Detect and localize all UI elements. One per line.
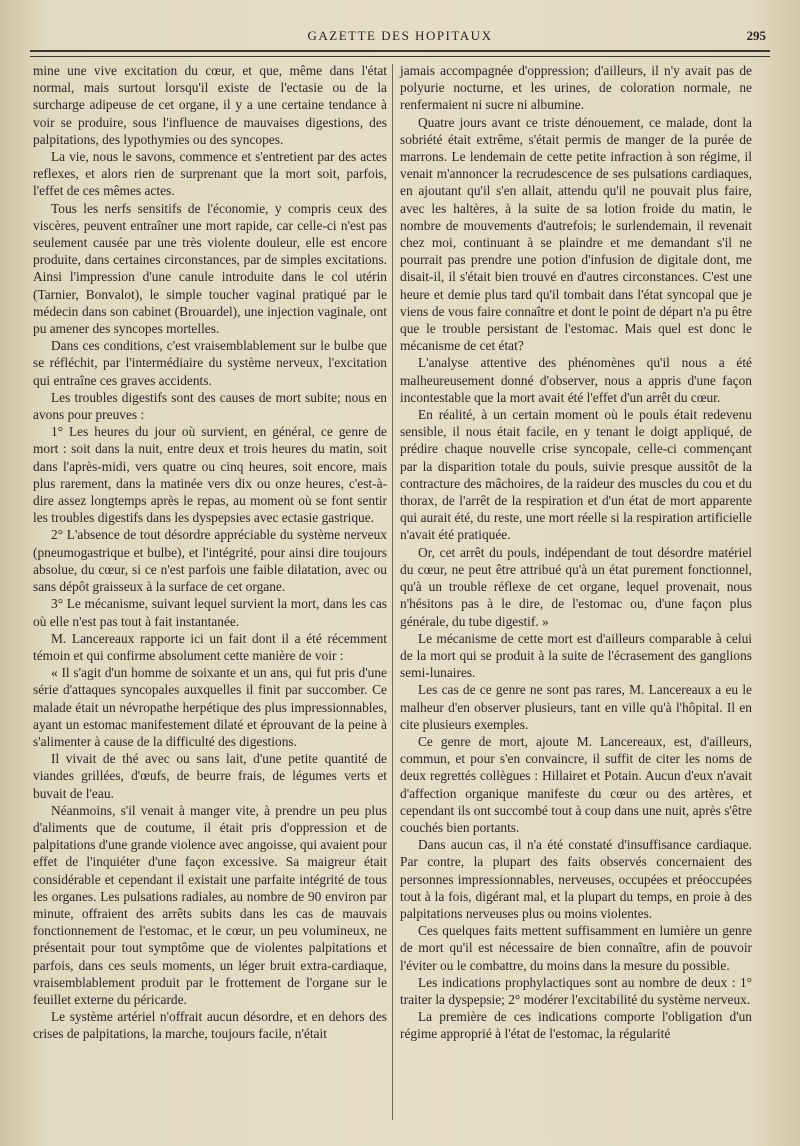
paragraph: L'analyse attentive des phénomènes qu'il nous a été malheureusement donné d'observer, nous a appris d'une façon incontestable que la mort avait été l'effet d'un arrêt du cœur. [400,355,752,405]
paragraph: 2° L'absence de tout désordre appréciable du système nerveux (pneumogastrique et bulbe), et l'intégrité, pour ainsi dire toujours absolue, du cœur, si ce n'est parfois une faible dilatation, avec ou sans dépôt graisseux à la surface de cet organe. [33,527,387,595]
header-rule-thin [30,56,770,57]
paragraph: Le système artériel n'offrait aucun désordre, et en dehors des crises de palpitations, la marche, toujours facile, n'était [33,1009,387,1042]
paragraph: La première de ces indications comporte l'obligation d'un régime approprié à l'état de l'estomac, la régularité [400,1009,752,1042]
paragraph: Les cas de ce genre ne sont pas rares, M. Lancereaux a eu le malheur d'en observer plusieurs, tant en ville qu'à l'hôpital. Il en cite plusieurs exemples. [400,682,752,732]
paragraph: jamais accompagnée d'oppression; d'ailleurs, il n'y avait pas de polyurie nocturne, et les urines, de coloration normale, ne renfermaient ni sucre ni albumine. [400,63,752,113]
running-head [30,26,770,48]
paragraph: 1° Les heures du jour où survient, en général, ce genre de mort : soit dans la nuit, entre deux et trois heures du matin, soit dans l'après-midi, vers quatre ou cinq heures, soit encore, mais plus rarement, dans la matinée vers dix ou onze heures, c'est-à-dire assez longtemps après le repas, au moment où se font sentir les troubles digestifs dans les dyspepsies avec ectasie gastrique. [33,424,387,526]
right-column [400,62,752,1043]
page-number: 295 [746,28,766,43]
paragraph: Ce genre de mort, ajoute M. Lancereaux, est, d'ailleurs, commun, et pour s'en convaincre, il suffit de citer les noms de deux regrettés collègues : Hillairet et Potain. Aucun d'eux n'avait d'affection organique manifeste du cœur ou des artères, et cependant ils ont succombé tout à coup dans une nuit, après s'être couchés bien portants. [400,733,752,835]
paragraph: mine une vive excitation du cœur, et que, même dans l'état normal, mais surtout lorsqu'il existe de l'ectasie ou de la surcharge adipeuse de cet organe, il y a une certaine tendance à voir se produire, sous l'influence de mauvaises digestions, des palpitations, des lypothymies ou des syncopes. [33,63,387,147]
paragraph: Le mécanisme de cette mort est d'ailleurs comparable à celui de la mort qui se produit à la suite de l'écrasement des ganglions semi-lunaires. [400,630,752,681]
paragraph: Dans aucun cas, il n'a été constaté d'insuffisance cardiaque. Par contre, la plupart des faits observés concernaient des personnes impressionnables, nerveuses, occupées et préoccupées tout à la fois, digérant mal, et la plupart du temps, en proie à des palpitations nerveuses plus ou moins violentes. [400,837,752,921]
paragraph: Ces quelques faits mettent suffisamment en lumière un genre de mort qu'il est nécessaire de bien connaître, afin de pouvoir l'éviter ou le combattre, du moins dans la mesure du possible. [400,923,752,973]
column-divider [392,64,393,1120]
paragraph: 3° Le mécanisme, suivant lequel survient la mort, dans les cas où elle n'est pas tout à fait instantanée. [33,596,387,629]
paragraph: Les troubles digestifs sont des causes de mort subite; nous en avons pour preuves : [33,389,387,423]
paragraph: Tous les nerfs sensitifs de l'économie, y compris ceux des viscères, peuvent entraîner une mort rapide, car celle-ci n'est pas seulement causée par une très violente douleur, elle est encore produite, dans certaines circonstances, par de simples excitations. Ainsi l'impression d'une canule introduite dans le col utérin (Tarnier, Bonvalot), le simple toucher vaginal pratiqué par le médecin dans son cabinet (Brouardel), une injection vaginale, ont pu amener des syncopes mortelles. [33,200,387,337]
paragraph: Dans ces conditions, c'est vraisemblablement sur le bulbe que se réfléchit, par l'intermédiaire du système nerveux, l'excitation qui entraîne ces graves accidents. [33,338,387,388]
paragraph: M. Lancereaux rapporte ici un fait dont il a été récemment témoin et qui confirme absolument cette manière de voir : [33,630,387,663]
paragraph: « Il s'agit d'un homme de soixante et un ans, qui fut pris d'une série d'attaques syncopales auxquelles il finit par succomber. Ce malade était un névropathe herpétique des plus impressionnables, ayant un estomac manifestement dilaté et éprouvant de la peine à s'alimenter à cause de la difficulté des digestions. [33,665,387,749]
left-column [33,62,387,1043]
paragraph: Néanmoins, s'il venait à manger vite, à prendre un peu plus d'aliments que de coutume, il était pris d'oppression et de palpitations d'une grande violence avec angoisse, qui avaient pour effet de l'inquiéter d'une façon excessive. Sa maigreur était considérable et cependant il existait une parfaite intégrité de tous les organes. Les pulsations radiales, au nombre de 90 environ par minute, offraient des arrêts subits dans les cas de mauvais fonctionnement de l'estomac, et le cœur, un peu volumineux, ne présentait pour tout symptôme que de violentes palpitations et parfois, dans ces seuls moments, un léger bruit extra-cardiaque, vraisemblablement produit par le frottement de l'organe sur le feuillet externe du péricarde. [33,802,387,1007]
paragraph: La vie, nous le savons, commence et s'entretient par des actes reflexes, et alors rien de surprenant que la mort soit, parfois, l'effet de ces mêmes actes. [33,149,387,199]
paragraph: En réalité, à un certain moment où le pouls était redevenu sensible, il nous était facile, en y tenant le doigt appliqué, de prédire chaque nouvelle crise syncopale, celle-ci commençant par la disparition totale du pouls, suivie presque aussitôt de la contracture des mâchoires, de la raideur des muscles du cou et du thorax, de l'arrêt de la respiration et d'un état de mort apparente qui aurait été, du reste, une mort réelle si la respiration artificielle n'avait été pratiquée. [400,407,752,543]
header-rule-thick [30,50,770,52]
paragraph: Quatre jours avant ce triste dénouement, ce malade, dont la sobriété était extrême, s'était permis de manger de la purée de marrons. Le lendemain de cette petite infraction à son régime, il venait m'annoncer la recrudescence de ses pulsations cardiaques, en ajoutant qu'il s'en allait, attendu qu'il ne pouvait plus faire, avec les haltères, à la suite de sa lotion froide du matin, le nombre de mouvements d'autrefois; le surlendemain, il revenait chez moi, continuant à se plaindre et me demandant s'il ne pourrait pas prendre une potion d'infusion de digitale dont, me disait-il, il s'était bien trouvé en d'autres circonstances. C'est une heure et demie plus tard qu'il tombait dans l'état syncopal que je viens de vous faire connaître et dont le point de départ n'a pu être que le trouble persistant de l'estomac. Mais quel est donc le mécanisme de cet état? [400,114,752,354]
journal-title: GAZETTE DES HOPITAUX [307,28,493,43]
paragraph: Or, cet arrêt du pouls, indépendant de tout désordre matériel du cœur, ne peut être attribué qu'à un état purement fonctionnel, qu'à un trouble réflexe de cet organe, lequel provenait, nous n'hésitons pas à le dire, de l'estomac ou, d'une façon plus générale, du tube digestif. » [400,544,752,629]
paragraph: Les indications prophylactiques sont au nombre de deux : 1° traiter la dyspepsie; 2° modérer l'excitabilité du système nerveux. [400,974,752,1007]
paragraph: Il vivait de thé avec ou sans lait, d'une petite quantité de viandes grillées, d'œufs, de beurre frais, de légumes verts et buvait de l'eau. [33,751,387,801]
